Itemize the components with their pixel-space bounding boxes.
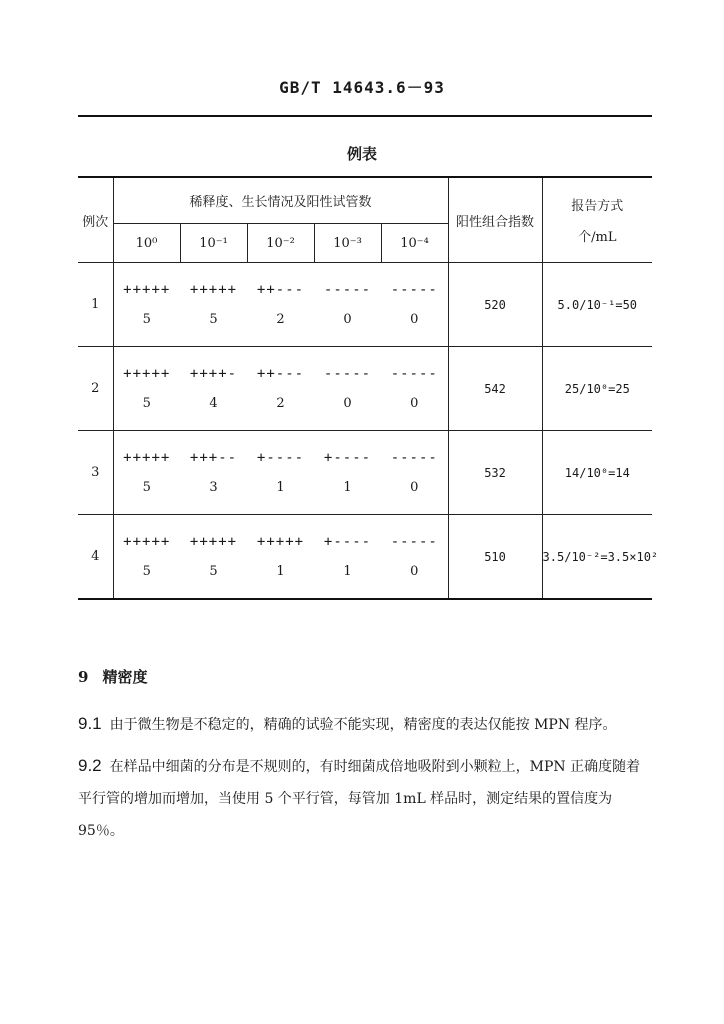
dilution-cell: [180, 347, 247, 431]
positive-count: 4: [209, 396, 218, 411]
positive-count: 5: [142, 396, 151, 411]
header-report-line1: 报告方式: [571, 199, 624, 214]
dilution-cell: [113, 431, 180, 515]
positive-count: 5: [142, 564, 151, 579]
table-row: [78, 347, 652, 431]
table-title: 例表: [346, 145, 377, 163]
dilution-cell: [381, 263, 448, 347]
positive-index: 520: [448, 263, 542, 347]
dilution-cell: [381, 347, 448, 431]
tube-pattern: -----: [323, 282, 372, 298]
tube-pattern: +++++: [256, 534, 305, 550]
report-value: 14/10⁰=14: [542, 431, 652, 515]
tube-pattern: -----: [390, 534, 438, 550]
dilution-cell: [180, 515, 247, 600]
dilution-header: 10⁰: [113, 224, 180, 263]
header-case: 例次: [78, 177, 113, 263]
table-row: [78, 431, 652, 515]
dilution-cell: [113, 263, 180, 347]
clause-number: 9.2: [78, 756, 102, 775]
positive-count: 0: [343, 312, 352, 327]
positive-count: 0: [410, 564, 419, 579]
tube-pattern: +++--: [189, 450, 238, 466]
clause-text: 在样品中细菌的分布是不规则的，有时细菌成倍地吸附到小颗粒上，MPN 正确度随着平行管的增加而增加，当使用 5 个平行管，每管加 1mL 样品时，测定结果的置信度为 95％。: [78, 759, 641, 839]
dilution-cell: [113, 347, 180, 431]
dilution-cell: [314, 263, 381, 347]
example-table: [78, 176, 659, 600]
tube-pattern: +----: [323, 534, 372, 550]
section-title: 精密度: [102, 668, 148, 686]
positive-count: 5: [142, 312, 151, 327]
tube-pattern: -----: [390, 282, 438, 298]
header-report-unit: 个/mL: [578, 230, 617, 245]
tube-pattern: -----: [390, 450, 438, 466]
positive-count: 5: [142, 480, 151, 495]
dilution-cell: [247, 263, 314, 347]
dilution-header: 10⁻²: [247, 224, 314, 263]
case-number: 4: [78, 515, 113, 600]
positive-count: 1: [276, 564, 285, 579]
tube-pattern: -----: [390, 366, 438, 382]
dilution-cell: [247, 515, 314, 600]
dilution-cell: [180, 431, 247, 515]
header-dilution-group: 稀释度、生长情况及阳性试管数: [113, 177, 448, 224]
positive-count: 5: [209, 312, 218, 327]
case-number: 1: [78, 263, 113, 347]
standard-number-header: GB/T 14643.6－93: [279, 78, 445, 97]
dilution-cell: [381, 515, 448, 600]
dilution-cell: [314, 431, 381, 515]
positive-count: 1: [276, 480, 285, 495]
tube-pattern: ++---: [256, 282, 305, 298]
tube-pattern: +++++: [123, 534, 171, 550]
section-number: 9: [78, 668, 89, 686]
header-positive-index: 阳性组合指数: [448, 177, 542, 263]
section-heading: [78, 666, 161, 687]
case-number: 2: [78, 347, 113, 431]
positive-count: 1: [343, 480, 352, 495]
dilution-header: 10⁻³: [314, 224, 381, 263]
table-row: [78, 515, 652, 600]
dilution-header: 10⁻⁴: [381, 224, 448, 263]
positive-index: 542: [448, 347, 542, 431]
tube-pattern: ++++-: [189, 366, 238, 382]
dilution-cell: [381, 431, 448, 515]
tube-pattern: +++++: [123, 282, 171, 298]
positive-count: 0: [410, 480, 419, 495]
clause-text: 由于微生物是不稳定的，精确的试验不能实现，精密度的表达仅能按 MPN 程序。: [109, 717, 617, 733]
report-value: 25/10⁰=25: [542, 347, 652, 431]
tube-pattern: +++++: [123, 366, 171, 382]
dilution-cell: [314, 347, 381, 431]
positive-index: 510: [448, 515, 542, 600]
positive-count: 3: [209, 480, 218, 495]
dilution-header: 10⁻¹: [180, 224, 247, 263]
tube-pattern: +----: [256, 450, 305, 466]
dilution-cell: [180, 263, 247, 347]
dilution-cell: [113, 515, 180, 600]
tube-pattern: -----: [323, 366, 372, 382]
header-report: [542, 177, 652, 263]
case-number: 3: [78, 431, 113, 515]
paragraph-9-2: [78, 750, 654, 847]
tube-pattern: +++++: [189, 534, 238, 550]
tube-pattern: ++---: [256, 366, 305, 382]
header-rule: [78, 115, 652, 117]
positive-count: 0: [410, 396, 419, 411]
tube-pattern: +----: [323, 450, 372, 466]
report-value: 3.5/10⁻²=3.5×10²: [542, 515, 652, 600]
positive-count: 1: [343, 564, 352, 579]
positive-count: 0: [410, 312, 419, 327]
positive-count: 5: [209, 564, 218, 579]
positive-count: 0: [343, 396, 352, 411]
dilution-cell: [247, 347, 314, 431]
report-value: 5.0/10⁻¹=50: [542, 263, 652, 347]
dilution-cell: [247, 431, 314, 515]
dilution-cell: [314, 515, 381, 600]
tube-pattern: +++++: [123, 450, 171, 466]
positive-count: 2: [276, 312, 285, 327]
clause-number: 9.1: [78, 714, 102, 733]
paragraph-9-1: [78, 708, 654, 741]
table-row: [78, 263, 652, 347]
positive-count: 2: [276, 396, 285, 411]
positive-index: 532: [448, 431, 542, 515]
tube-pattern: +++++: [189, 282, 238, 298]
